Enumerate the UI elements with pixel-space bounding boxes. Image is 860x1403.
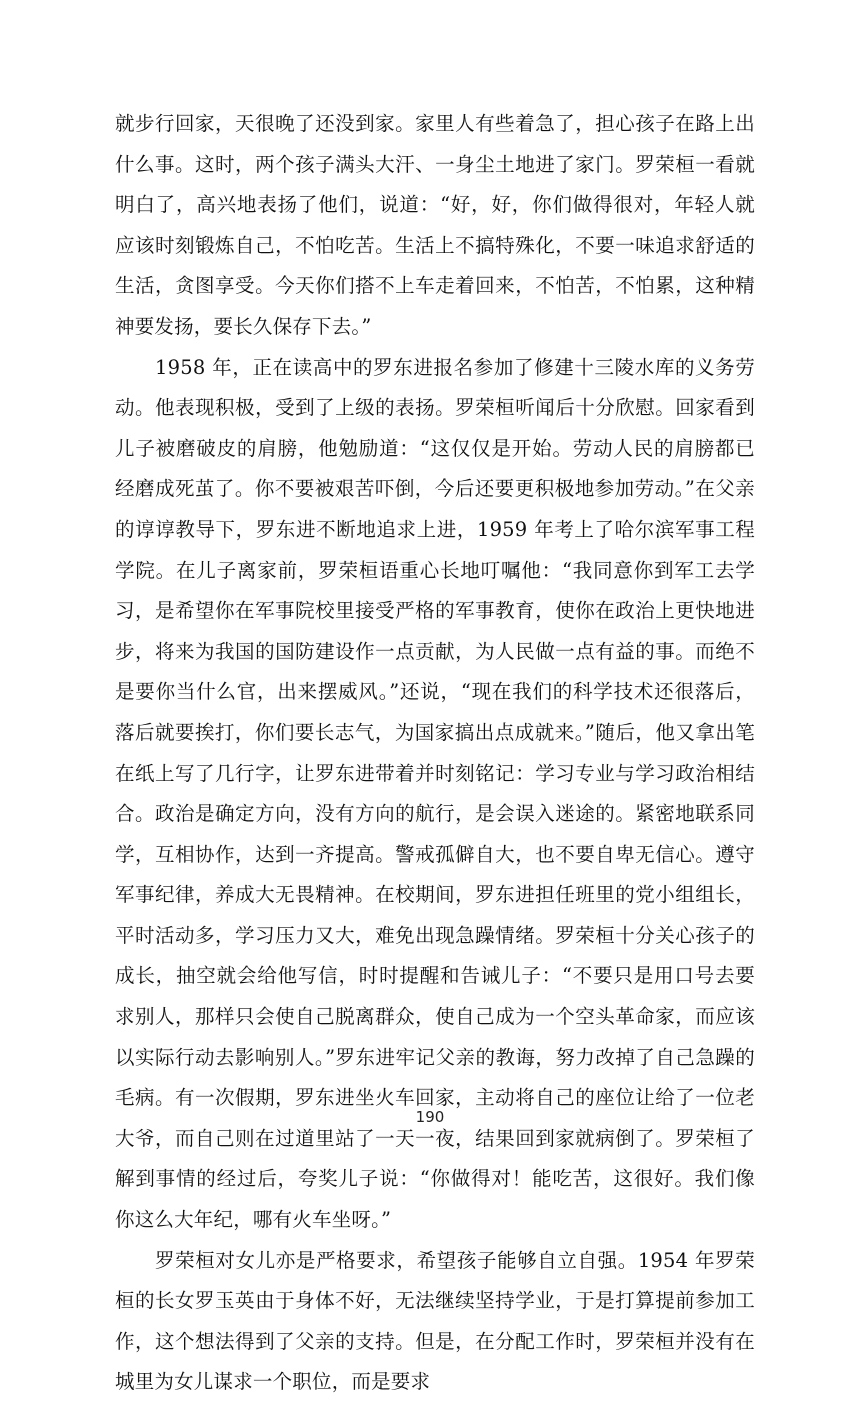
paragraph-1: 就步行回家，天很晚了还没到家。家里人有些着急了，担心孩子在路上出什么事。这时，两个孩子满头大汗、一身尘土地进了家门。罗荣桓一看就明白了，高兴地表扬了他们，说道：“好，好，你们做得很对，年轻人就应该时刻锻炼自己，不怕吃苦。生活上不搞特殊化，不要一味追求舒适的生活，贪图享受。今天你们搭不上车走着回来，不怕苦，不怕累，这种精神要发扬，要长久保存下去。”	[115, 112, 755, 338]
page-number: 190	[415, 1108, 445, 1126]
paragraph-3: 罗荣桓对女儿亦是严格要求，希望孩子能够自立自强。1954 年罗荣桓的长女罗玉英由于身体不好，无法继续坚持学业，于是打算提前参加工作，这个想法得到了父亲的支持。但是，在分配工作时，罗荣桓并没有在城里为女儿谋求一个职位，而是要求	[115, 1248, 755, 1394]
document-body	[115, 104, 755, 1403]
paragraph-2: 1958 年，正在读高中的罗东进报名参加了修建十三陵水库的义务劳动。他表现积极，受到了上级的表扬。罗荣桓听闻后十分欣慰。回家看到儿子被磨破皮的肩膀，他勉励道：“这仅仅是开始。劳动人民的肩膀都已经磨成死茧了。你不要被艰苦吓倒，今后还要更积极地参加劳动。”在父亲的谆谆教导下，罗东进不断地追求上进，1959 年考上了哈尔滨军事工程学院。在儿子离家前，罗荣桓语重心长地叮嘱他：“我同意你到军工去学习，是希望你在军事院校里接受严格的军事教育，使你在政治上更快地进步，将来为我国的国防建设作一点贡献，为人民做一点有益的事。而绝不是要你当什么官，出来摆威风。”还说，“现在我们的科学技术还很落后，落后就要挨打，你们要长志气，为国家搞出点成就来。”随后，他又拿出笔在纸上写了几行字，让罗东进带着并时刻铭记：学习专业与学习政治相结合。政治是确定方向，没有方向的航行，是会误入迷途的。紧密地联系同学，互相协作，达到一齐提高。警戒孤僻自大，也不要自卑无信心。遵守军事纪律，养成大无畏精神。在校期间，罗东进担任班里的党小组组长，平时活动多，学习压力又大，难免出现急躁情绪。罗荣桓十分关心孩子的成长，抽空就会给他写信，时时提醒和告诫儿子：“不要只是用口号去要求别人，那样只会使自己脱离群众，使自己成为一个空头革命家，而应该以实际行动去影响别人。”罗东进牢记父亲的教诲，努力改掉了自己急躁的毛病。有一次假期，罗东进坐火车回家，主动将自己的座位让给了一位老大爷，而自己则在过道里站了一天一夜，结果回到家就病倒了。罗荣桓了解到事情的经过后，夸奖儿子说：“你做得对！能吃苦，这很好。我们像你这么大年纪，哪有火车坐呀。”	[115, 355, 755, 1232]
